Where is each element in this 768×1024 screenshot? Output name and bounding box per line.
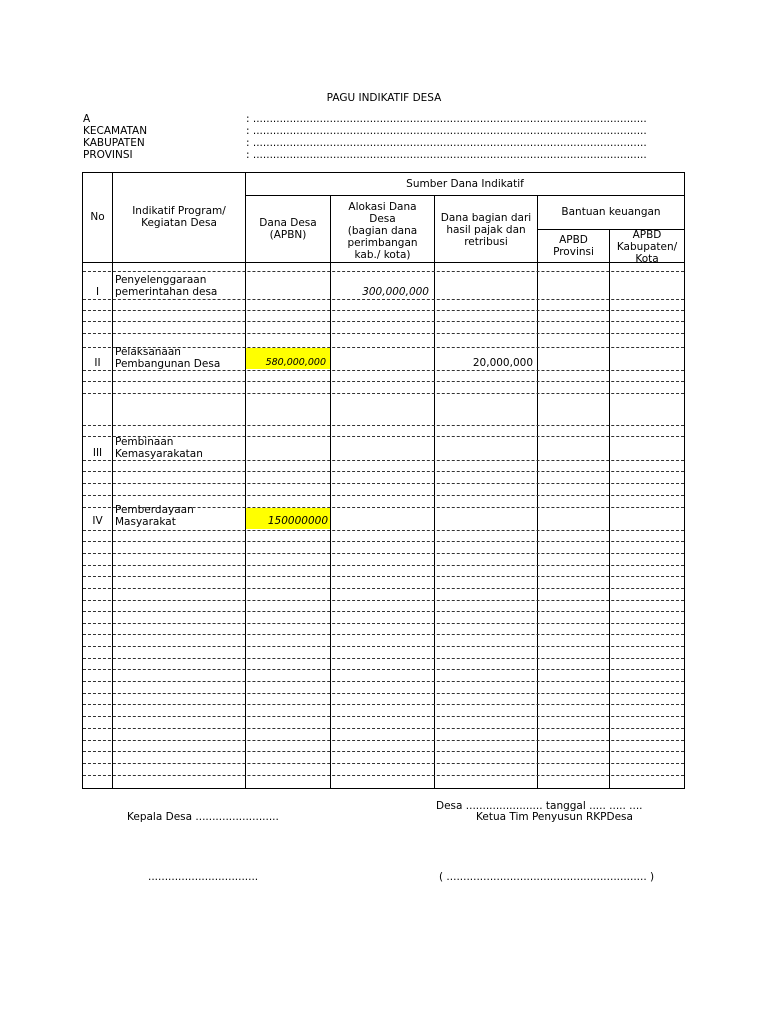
header-program: Indikatif Program/ Kegiatan Desa — [132, 205, 226, 229]
row-separator — [83, 646, 684, 647]
table-border-bottom — [82, 788, 685, 789]
row-separator — [83, 393, 684, 394]
row-separator — [83, 763, 684, 764]
row-separator — [83, 271, 684, 272]
row-separator — [83, 693, 684, 694]
header-line — [245, 195, 685, 196]
col-line — [434, 195, 435, 789]
row-program-ii: Pelaksanaan Pembangunan Desa — [115, 346, 221, 370]
row-program-iv: Pemberdayaan Masyarakat — [115, 504, 194, 528]
kepala-desa-title: Kepala Desa ......................... — [127, 811, 279, 823]
row-separator — [83, 775, 684, 776]
field-value-kecamatan: : ...................................................................................................................... — [246, 125, 647, 137]
row-separator — [83, 299, 684, 300]
row-separator — [83, 425, 684, 426]
page-title: PAGU INDIKATIF DESA — [326, 92, 442, 104]
row-separator — [83, 483, 684, 484]
table-border-left — [82, 172, 83, 789]
header-apbd-kabupaten: APBD Kabupaten/ Kota — [616, 229, 678, 265]
header-apbd-provinsi: APBD Provinsi — [553, 234, 594, 258]
row-separator — [83, 310, 684, 311]
col-line — [609, 229, 610, 789]
row-separator — [83, 541, 684, 542]
ketua-tim-signature: ( ............................................................ ) — [439, 871, 655, 883]
row-separator — [83, 471, 684, 472]
col-line — [245, 172, 246, 789]
header-line — [82, 262, 685, 263]
header-dana-desa: Dana Desa (APBN) — [259, 217, 317, 241]
row-separator — [83, 751, 684, 752]
header-no: No — [90, 211, 105, 223]
field-value-a: : ...................................................................................................................... — [246, 113, 647, 125]
row-separator — [83, 600, 684, 601]
table-border-top — [82, 172, 685, 173]
row-no-ii: II — [94, 357, 101, 369]
header-alokasi-dana-desa: Alokasi Dana Desa (bagian dana perimbangan kab./ kota) — [347, 201, 418, 261]
row-separator — [83, 333, 684, 334]
row-separator — [83, 704, 684, 705]
header-sumber-dana: Sumber Dana Indikatif — [406, 178, 524, 190]
row-separator — [83, 623, 684, 624]
row-separator — [83, 740, 684, 741]
row-separator — [83, 658, 684, 659]
row-program-i: Penyelenggaraan pemerintahan desa — [115, 274, 218, 298]
row-no-i: I — [95, 286, 100, 298]
col-line — [330, 195, 331, 789]
col-line — [537, 195, 538, 789]
row-separator — [83, 370, 684, 371]
row-pajak-ii: 20,000,000 — [472, 357, 533, 369]
row-separator — [83, 553, 684, 554]
row-separator — [83, 588, 684, 589]
row-no-iv: IV — [92, 515, 103, 527]
table-border-right — [684, 172, 685, 789]
row-separator — [83, 460, 684, 461]
row-separator — [83, 634, 684, 635]
field-label-kabupaten: KABUPATEN — [83, 137, 145, 149]
row-alokasi-i: 300,000,000 — [362, 286, 429, 298]
row-separator — [83, 576, 684, 577]
field-value-provinsi: : ...................................................................................................................... — [246, 149, 647, 161]
row-separator — [83, 728, 684, 729]
col-line — [112, 172, 113, 789]
row-separator — [83, 495, 684, 496]
date-line: Desa ....................... tanggal ..... ..... .... — [436, 800, 643, 812]
row-separator — [83, 530, 684, 531]
row-separator — [83, 565, 684, 566]
field-label-provinsi: PROVINSI — [83, 149, 133, 161]
header-dana-pajak: Dana bagian dari hasil pajak dan retribusi — [440, 212, 532, 248]
row-separator — [83, 681, 684, 682]
field-value-kabupaten: : ...................................................................................................................... — [246, 137, 647, 149]
row-separator — [83, 381, 684, 382]
row-separator — [83, 716, 684, 717]
field-label-a: A — [83, 113, 91, 125]
row-separator — [83, 611, 684, 612]
field-label-kecamatan: KECAMATAN — [83, 125, 148, 137]
row-dana-desa-ii: 580,000,000 — [265, 357, 326, 368]
row-dana-desa-iv: 150000000 — [267, 515, 328, 527]
row-separator — [83, 669, 684, 670]
row-no-iii: III — [92, 447, 103, 459]
header-bantuan-keuangan: Bantuan keuangan — [561, 206, 661, 218]
row-program-iii: Pembinaan Kemasyarakatan — [115, 436, 203, 460]
row-separator — [83, 321, 684, 322]
ketua-tim-title: Ketua Tim Penyusun RKPDesa — [476, 811, 633, 823]
kepala-desa-signature: ................................. — [148, 871, 259, 883]
